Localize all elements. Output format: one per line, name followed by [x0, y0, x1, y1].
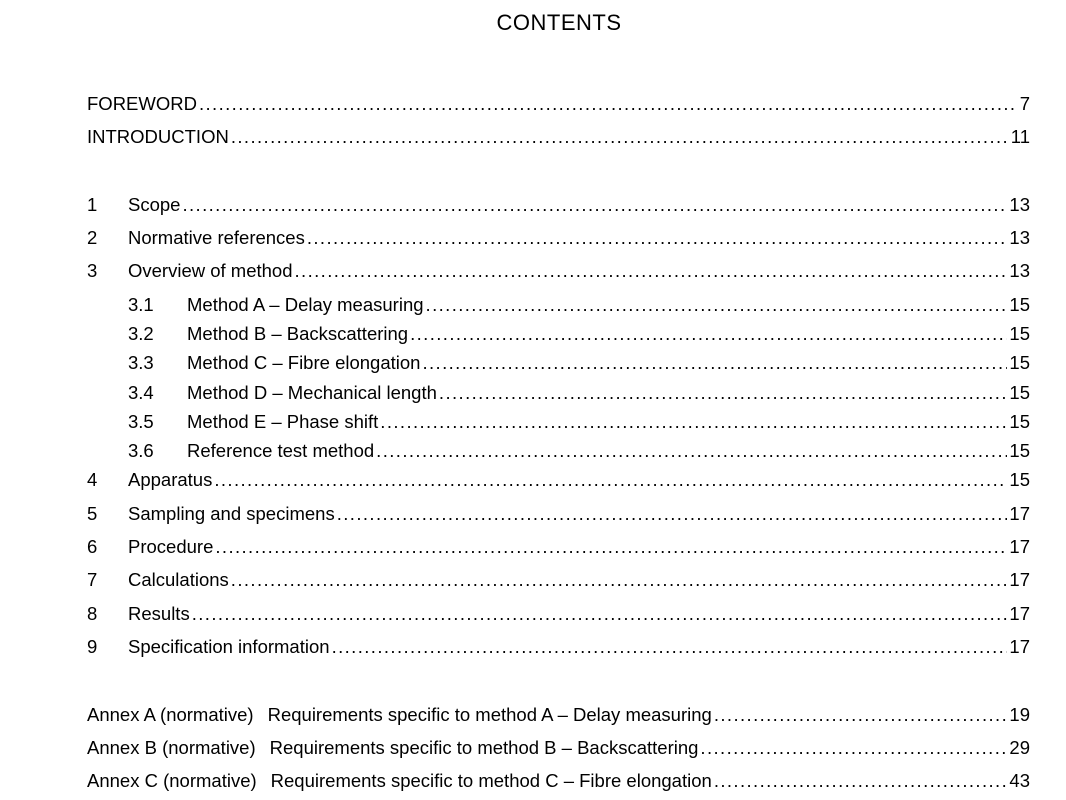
toc-entry-subclause-3-5[interactable]	[128, 409, 1030, 435]
toc-entry-number: 3.1	[128, 294, 154, 315]
toc-annex-prefix: Annex C (normative)	[87, 770, 257, 791]
toc-entry-clause-6[interactable]	[87, 534, 1030, 560]
toc-entry-page: 7	[1019, 93, 1030, 114]
toc-entry-number: 3.3	[128, 352, 154, 373]
dot-leader	[192, 601, 1008, 627]
toc-entry-page: 13	[1009, 260, 1030, 281]
toc-entry-label: Specification information	[128, 636, 330, 657]
toc-entry-subclause-3-2[interactable]	[128, 321, 1030, 347]
toc-entry-label: Method D – Mechanical length	[187, 382, 437, 403]
dot-leader	[439, 380, 1008, 406]
toc-entry-number: 8	[87, 603, 98, 624]
toc-entry-number: 2	[87, 227, 98, 248]
toc-entry-number: 1	[87, 194, 98, 215]
toc-entry-clause-1[interactable]	[87, 192, 1030, 218]
toc-entry-number: 7	[87, 569, 98, 590]
toc-entry-label: Overview of method	[128, 260, 293, 281]
toc-entry-clause-8[interactable]	[87, 601, 1030, 627]
dot-leader	[231, 124, 1009, 150]
toc-entry-page: 43	[1009, 770, 1030, 791]
dot-leader	[231, 567, 1008, 593]
dot-leader	[376, 438, 1007, 464]
toc-entry-page: 15	[1009, 469, 1030, 490]
toc-entry-number: 3.2	[128, 323, 154, 344]
toc-entry-clause-5[interactable]	[87, 501, 1030, 527]
toc-entry-page: 11	[1010, 126, 1030, 147]
toc-entry-number: 3.6	[128, 440, 154, 461]
toc-entry-subclause-3-1[interactable]	[128, 292, 1030, 318]
toc-entry-clause-9[interactable]	[87, 634, 1030, 660]
toc-entry-label: Method C – Fibre elongation	[187, 352, 421, 373]
toc-entry-label: Method A – Delay measuring	[187, 294, 424, 315]
toc-entry-label: Sampling and specimens	[128, 503, 335, 524]
toc-entry-page: 17	[1009, 569, 1030, 590]
toc-entry-subclause-3-3[interactable]	[128, 350, 1030, 376]
toc-entry-page: 13	[1009, 227, 1030, 248]
toc-entry-page: 15	[1009, 411, 1030, 432]
dot-leader	[307, 225, 1008, 251]
toc-entry-number: 5	[87, 503, 98, 524]
toc-entry-number: 9	[87, 636, 98, 657]
toc-entry-page: 17	[1009, 636, 1030, 657]
dot-leader	[380, 409, 1007, 435]
toc-entry-page: 17	[1009, 536, 1030, 557]
dot-leader	[714, 768, 1008, 794]
toc-entry-number: 4	[87, 469, 98, 490]
dot-leader	[215, 534, 1007, 560]
toc-entry-annex-c[interactable]	[87, 768, 1030, 794]
toc-entry-page: 15	[1009, 382, 1030, 403]
toc-entry-subclause-3-6[interactable]	[128, 438, 1030, 464]
toc-entry-clause-7[interactable]	[87, 567, 1030, 593]
dot-leader	[422, 350, 1007, 376]
toc-entry-label: Calculations	[128, 569, 229, 590]
dot-leader	[337, 501, 1008, 527]
dot-leader	[410, 321, 1007, 347]
toc-entry-page: 17	[1009, 603, 1030, 624]
dot-leader	[182, 192, 1007, 218]
toc-entry-foreword[interactable]	[87, 91, 1030, 117]
toc-entry-subclause-3-4[interactable]	[128, 380, 1030, 406]
toc-entry-number: 3.4	[128, 382, 154, 403]
toc-entry-number: 3	[87, 260, 98, 281]
dot-leader	[700, 735, 1007, 761]
toc-entry-page: 19	[1009, 704, 1030, 725]
toc-entry-label: Results	[128, 603, 190, 624]
toc-annex-prefix: Annex B (normative)	[87, 737, 256, 758]
toc-entry-label: FOREWORD	[87, 93, 197, 114]
toc-entry-page: 17	[1009, 503, 1030, 524]
toc-entry-label: Normative references	[128, 227, 305, 248]
toc-entry-label: Apparatus	[128, 469, 213, 490]
dot-leader	[199, 91, 1018, 117]
toc-entry-annex-b[interactable]	[87, 735, 1030, 761]
toc-annex-prefix: Annex A (normative)	[87, 704, 254, 725]
toc-entry-label: Scope	[128, 194, 181, 215]
toc-entry-clause-4[interactable]	[87, 467, 1030, 493]
toc-entry-number: 6	[87, 536, 98, 557]
toc-entry-page: 15	[1009, 440, 1030, 461]
dot-leader	[426, 292, 1008, 318]
toc-entry-label: Reference test method	[187, 440, 375, 461]
toc-entry-label: Requirements specific to method A – Delay measuring	[267, 704, 712, 725]
toc-entry-page: 15	[1009, 323, 1030, 344]
page-title: CONTENTS	[496, 10, 622, 35]
toc-entry-annex-a[interactable]	[87, 702, 1030, 728]
toc-entry-page: 15	[1009, 294, 1030, 315]
toc-entry-number: 3.5	[128, 411, 154, 432]
dot-leader	[714, 702, 1008, 728]
toc-entry-label: Requirements specific to method C – Fibre elongation	[270, 770, 712, 791]
toc-entry-clause-2[interactable]	[87, 225, 1030, 251]
dot-leader	[214, 467, 1007, 493]
toc-entry-page: 29	[1009, 737, 1030, 758]
toc-entry-label: Method B – Backscattering	[187, 323, 409, 344]
toc-entry-introduction[interactable]	[87, 124, 1030, 150]
toc-entry-label: Procedure	[128, 536, 214, 557]
toc-entry-page: 13	[1009, 194, 1030, 215]
toc-entry-label: Requirements specific to method B – Backscattering	[269, 737, 699, 758]
dot-leader	[332, 634, 1008, 660]
toc-entry-page: 15	[1009, 352, 1030, 373]
toc-entry-label: INTRODUCTION	[87, 126, 229, 147]
dot-leader	[295, 258, 1008, 284]
toc-entry-label: Method E – Phase shift	[187, 411, 379, 432]
toc-entry-clause-3[interactable]	[87, 258, 1030, 284]
